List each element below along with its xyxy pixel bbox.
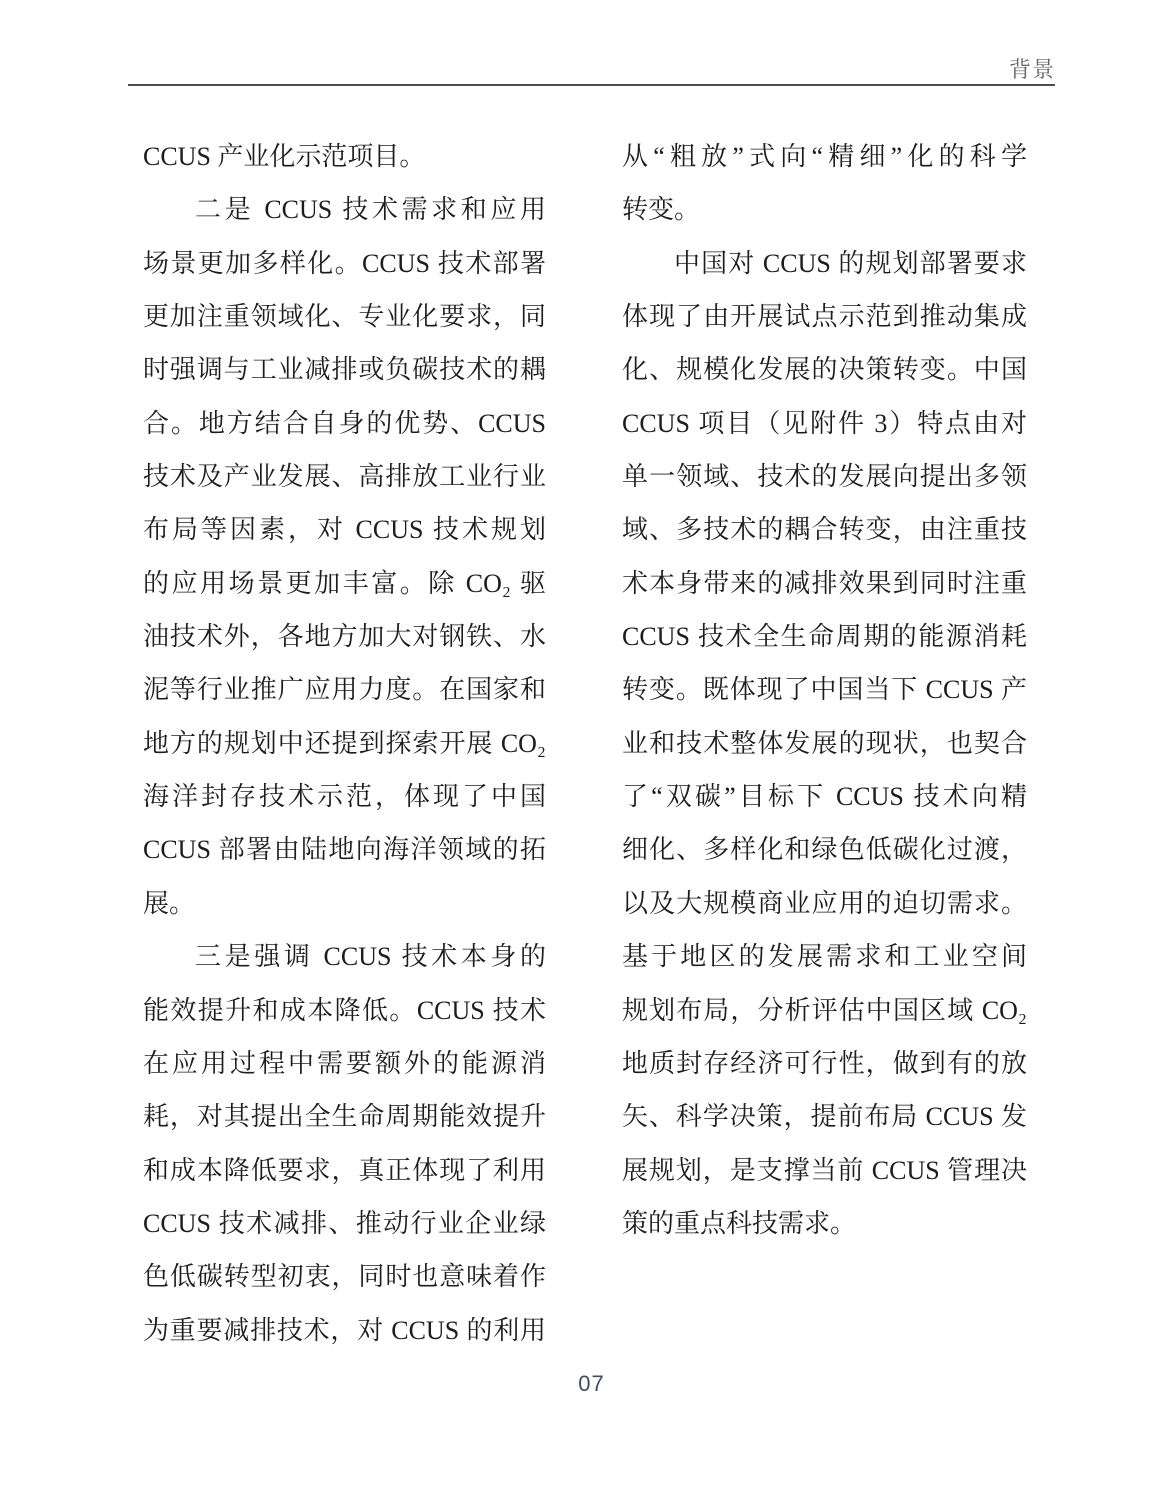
text-line: 从“粗放”式向“精细”化的科学 xyxy=(622,142,1027,171)
text-line: 和成本降低要求，真正体现了利用 xyxy=(143,1155,546,1185)
text-line: 的应用场景更加丰富。除 CO₂ 驱 xyxy=(143,568,546,598)
text-line: 泥等行业推广应用力度。在国家和 xyxy=(143,675,546,705)
text-line: 术本身带来的减排效果到同时注重 xyxy=(622,568,1027,598)
text-line: 更加注重领域化、专业化要求，同 xyxy=(143,302,546,332)
text-line: 地方的规划中还提到探索开展 CO₂ xyxy=(143,728,546,758)
text-line: 能效提升和成本降低。CCUS 技术 xyxy=(143,995,546,1025)
text-line: 二是 CCUS 技术需求和应用 xyxy=(195,195,546,225)
text-line: 化、规模化发展的决策转变。中国 xyxy=(622,355,1027,385)
text-line: 业和技术整体发展的现状，也契合 xyxy=(622,728,1027,758)
text-line: 海洋封存技术示范，体现了中国 xyxy=(143,782,546,812)
text-line: 时强调与工业减排或负碳技术的耦 xyxy=(143,355,546,385)
text-line: 耗，对其提出全生命周期能效提升 xyxy=(143,1102,546,1132)
text-line: 转变。 xyxy=(622,195,701,225)
text-line: 单一领域、技术的发展向提出多领 xyxy=(622,462,1027,492)
text-line: 转变。既体现了中国当下 CCUS 产 xyxy=(622,675,1027,705)
text-line: 了“双碳”目标下 CCUS 技术向精 xyxy=(622,782,1027,812)
text-line: 场景更加多样化。CCUS 技术部署 xyxy=(143,248,546,278)
text-line: 技术及产业发展、高排放工业行业 xyxy=(143,462,546,492)
text-line: 色低碳转型初衷，同时也意味着作 xyxy=(143,1262,546,1292)
text-column-left xyxy=(143,130,546,1357)
text-line: 地质封存经济可行性，做到有的放 xyxy=(622,1048,1027,1078)
page-number: 07 xyxy=(578,1371,605,1396)
text-line: 细化、多样化和绿色低碳化过渡， xyxy=(622,835,1027,865)
text-line: 展。 xyxy=(143,888,196,918)
text-line: 三是强调 CCUS 技术本身的 xyxy=(195,942,546,972)
text-line: 中国对 CCUS 的规划部署要求 xyxy=(674,248,1027,278)
text-line: 布局等因素，对 CCUS 技术规划 xyxy=(143,515,546,545)
text-line: 在应用过程中需要额外的能源消 xyxy=(143,1048,546,1078)
header-rule xyxy=(128,84,1055,86)
text-line: CCUS 部署由陆地向海洋领域的拓 xyxy=(143,835,546,865)
text-line: 油技术外，各地方加大对钢铁、水 xyxy=(143,622,546,652)
text-line: 展规划，是支撑当前 CCUS 管理决 xyxy=(622,1155,1027,1185)
text-line: 规划布局，分析评估中国区域 CO₂ xyxy=(622,995,1027,1025)
text-line: CCUS 项目（见附件 3）特点由对 xyxy=(622,408,1027,438)
text-line: 域、多技术的耦合转变，由注重技 xyxy=(622,515,1027,545)
text-line: CCUS 技术全生命周期的能源消耗 xyxy=(622,622,1027,652)
text-line: 以及大规模商业应用的迫切需求。 xyxy=(622,888,1027,918)
text-line: 为重要减排技术，对 CCUS 的利用 xyxy=(143,1315,546,1345)
text-line: 体现了由开展试点示范到推动集成 xyxy=(622,302,1027,332)
text-line: 合。地方结合自身的优势、CCUS xyxy=(143,408,546,438)
text-line: 矢、科学决策，提前布局 CCUS 发 xyxy=(622,1102,1027,1132)
text-line: 基于地区的发展需求和工业空间 xyxy=(622,942,1027,972)
text-line: 策的重点科技需求。 xyxy=(622,1208,857,1238)
text-line: CCUS 技术减排、推动行业企业绿 xyxy=(143,1208,546,1238)
text-column-right xyxy=(622,130,1027,1250)
running-header-label: 背景 xyxy=(1008,57,1055,82)
text-line: CCUS 产业化示范项目。 xyxy=(143,142,426,171)
